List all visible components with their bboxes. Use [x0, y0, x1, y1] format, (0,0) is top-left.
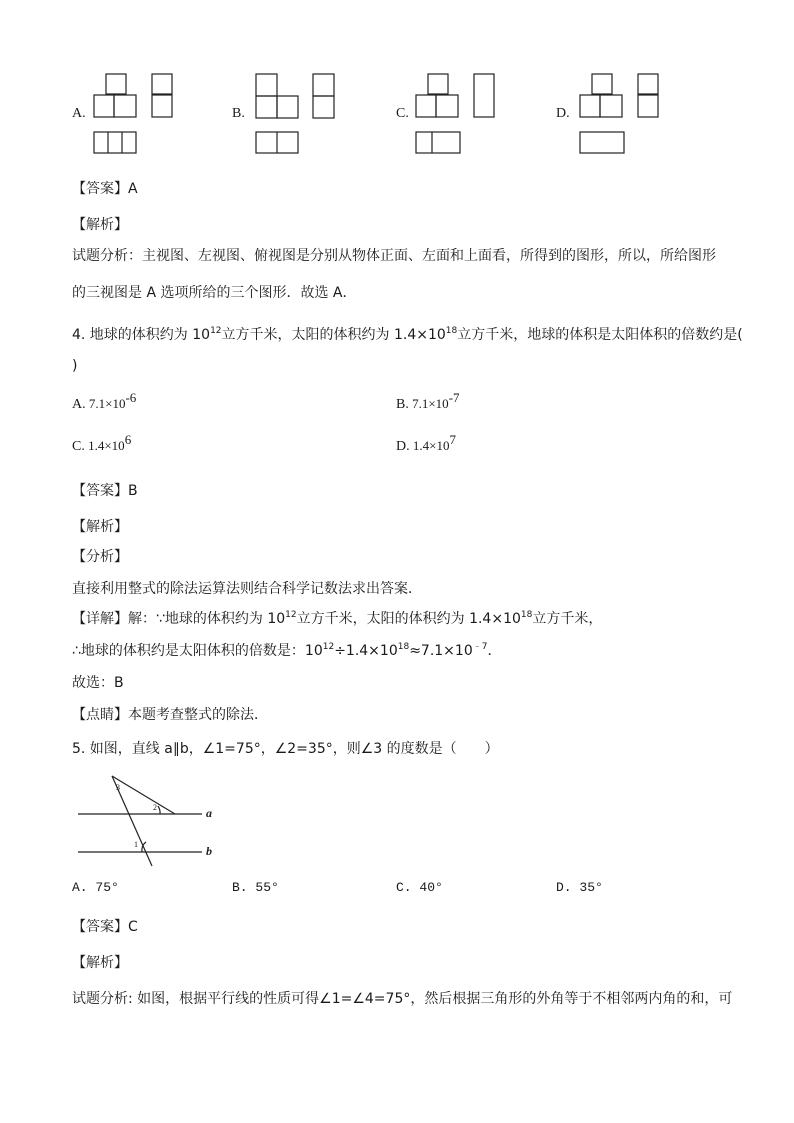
therefore-exponent: 12 [322, 642, 335, 652]
option-letter: D. [396, 439, 410, 454]
q4-stem-part: 4. 地球的体积约为 10 [72, 327, 211, 343]
q3-option-c-label: C. [396, 106, 409, 121]
answer-tag: 【答案】 [72, 181, 128, 197]
q4-choose: 故选：B [72, 675, 124, 691]
detail-part: 立方千米，太阳的体积约为 1.4×10 [296, 611, 521, 627]
detail-tag: 【详解】 [72, 611, 128, 627]
q4-fenxi-tag: 【分析】 [72, 549, 128, 565]
therefore-part: ≈7.1×10 [409, 643, 473, 659]
answer-value: A [128, 181, 138, 197]
q4-detail-line [72, 608, 602, 628]
therefore-exponent: ﹣7 [472, 642, 488, 652]
q4-option-a [72, 390, 137, 413]
q3-option-a-label: A. [72, 106, 86, 121]
option-exponent: -6 [125, 390, 137, 405]
q4-answer [72, 480, 138, 500]
answer-value: C [128, 919, 138, 935]
detail-part: 解：∵地球的体积约为 10 [128, 611, 286, 627]
option-exponent: 6 [124, 432, 132, 447]
q5-option-d: D. 35° [556, 880, 603, 895]
q4-stem-exponent: 12 [210, 326, 222, 336]
q3-option-a-figure [90, 72, 180, 158]
option-value: 7.1×10 [408, 396, 449, 411]
q4-analysis-tag: 【解析】 [72, 519, 128, 535]
q5-option-a: A. 75° [72, 880, 119, 895]
q3-option-b-figure [252, 72, 342, 158]
q3-answer [72, 178, 138, 198]
therefore-exponent: 18 [397, 642, 410, 652]
q4-option-b [396, 390, 460, 413]
dianjing-text: 本题考查整式的除法． [128, 707, 268, 723]
q3-option-c-figure [412, 72, 502, 158]
therefore-part: ∴地球的体积约是太阳体积的倍数是：10 [72, 643, 323, 659]
line-b-label: b [206, 844, 212, 858]
option-value: 1.4×10 [409, 438, 450, 453]
angle-3-label: 3 [116, 783, 120, 792]
q4-dianjing [72, 704, 268, 724]
q4-stem-exponent: 18 [445, 326, 458, 336]
angle-1-label: 1 [134, 840, 138, 849]
option-value: 1.4×10 [84, 438, 125, 453]
option-value: 7.1×10 [85, 396, 126, 411]
option-letter: A. [72, 397, 86, 412]
q4-stem-close: ) [72, 358, 78, 374]
q4-fenxi-text: 直接利用整式的除法运算法则结合科学记数法求出答案． [72, 581, 422, 597]
therefore-part: ． [487, 643, 502, 659]
q3-option-d-label: D. [556, 106, 570, 121]
detail-exponent: 18 [520, 610, 533, 620]
detail-exponent: 12 [285, 610, 297, 620]
therefore-part: ÷1.4×10 [334, 643, 398, 659]
q5-analysis-tag: 【解析】 [72, 955, 128, 971]
q5-parallel-lines-figure [72, 770, 232, 870]
q3-analysis-line-1: 试题分析：主视图、左视图、俯视图是分别从物体正面、左面和上面看，所得到的图形，所以，所给图形 [72, 248, 716, 264]
q4-stem-part: 立方千米，地球的体积是太阳体积的倍数约是( [457, 327, 743, 343]
q5-stem: 5. 如图，直线 a∥b，∠1=75°，∠2=35°，则∠3 的度数是（ ） [72, 741, 499, 757]
q5-answer [72, 916, 138, 936]
q4-stem [72, 324, 743, 344]
q3-analysis-tag: 【解析】 [72, 217, 128, 233]
answer-tag: 【答案】 [72, 919, 128, 935]
option-exponent: -7 [448, 390, 460, 405]
line-a-label: a [206, 806, 212, 820]
answer-value: B [128, 483, 138, 499]
option-exponent: 7 [449, 432, 456, 447]
q4-therefore-line [72, 640, 501, 660]
q4-option-c [72, 432, 132, 455]
dianjing-tag: 【点睛】 [72, 707, 128, 723]
q3-analysis-line-2: 的三视图是 A 选项所给的三个图形．故选 A． [72, 285, 357, 301]
q4-option-d [396, 432, 456, 455]
q4-stem-part: 立方千米，太阳的体积约为 1.4×10 [221, 327, 446, 343]
q5-analysis-line-1: 试题分析: 如图，根据平行线的性质可得∠1=∠4=75°，然后根据三角形的外角等于不相邻两内角的和，可 [72, 991, 733, 1007]
detail-part: 立方千米， [532, 611, 603, 627]
q5-option-c: C. 40° [396, 880, 443, 895]
q5-option-b: B. 55° [232, 880, 279, 895]
option-letter: B. [396, 397, 409, 412]
q3-option-b-label: B. [232, 106, 245, 121]
angle-2-label: 2 [153, 803, 157, 812]
answer-tag: 【答案】 [72, 483, 128, 499]
option-letter: C. [72, 439, 85, 454]
q3-option-d-figure [576, 72, 666, 158]
